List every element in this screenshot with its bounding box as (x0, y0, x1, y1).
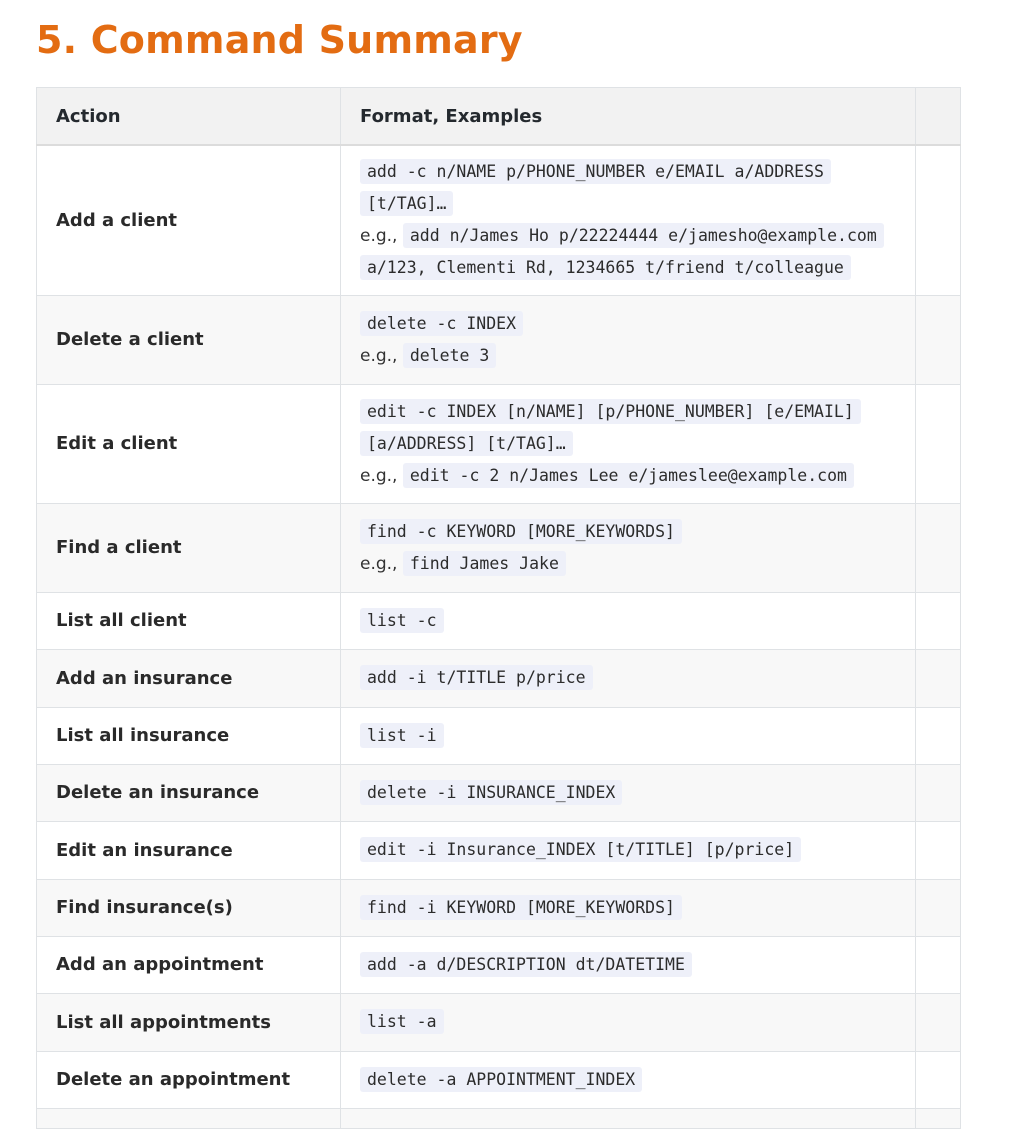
example-label: e.g., (360, 345, 398, 366)
command-format-code: list -c (360, 608, 444, 633)
action-cell: List all client (37, 592, 341, 649)
command-summary-table (36, 87, 961, 1129)
command-example-code: add n/James Ho p/22224444 e/jamesho@example.com a/123, Clementi Rd, 1234665 t/friend t/colleague (360, 223, 884, 280)
command-format-code: add -c n/NAME p/PHONE_NUMBER e/EMAIL a/ADDRESS [t/TAG]… (360, 159, 831, 216)
format-cell (341, 384, 916, 503)
command-example-code: edit -c 2 n/James Lee e/jameslee@example.com (403, 463, 854, 488)
format-content (360, 1006, 896, 1038)
command-format-code: edit -i Insurance_INDEX [t/TITLE] [p/price] (360, 837, 801, 862)
extra-cell (916, 1108, 961, 1128)
table-row (37, 821, 961, 879)
action-cell: List all appointments (37, 993, 341, 1051)
table-row (37, 707, 961, 764)
format-cell (341, 936, 916, 993)
format-cell (341, 821, 916, 879)
extra-cell (916, 821, 961, 879)
extra-cell (916, 1051, 961, 1108)
format-content (360, 720, 896, 752)
table-row (37, 879, 961, 936)
command-format-code: add -i t/TITLE p/price (360, 665, 593, 690)
format-content (360, 156, 896, 284)
format-cell (341, 764, 916, 821)
action-cell: Edit a client (37, 384, 341, 503)
action-cell: Find insurance(s) (37, 879, 341, 936)
extra-cell (916, 145, 961, 295)
format-content (360, 605, 896, 637)
command-format-code: delete -c INDEX (360, 311, 523, 336)
format-content (360, 1064, 896, 1096)
action-cell: Add a client (37, 145, 341, 295)
action-cell (37, 1108, 341, 1128)
action-cell: Add an insurance (37, 649, 341, 707)
table-row (37, 764, 961, 821)
command-format-code: delete -a APPOINTMENT_INDEX (360, 1067, 642, 1092)
format-cell (341, 879, 916, 936)
table-row (37, 936, 961, 993)
table-row (37, 295, 961, 384)
action-cell: List all insurance (37, 707, 341, 764)
command-format-code: edit -c INDEX [n/NAME] [p/PHONE_NUMBER] [e/EMAIL] [a/ADDRESS] [t/TAG]… (360, 399, 861, 456)
table-row (37, 649, 961, 707)
extra-cell (916, 384, 961, 503)
format-cell (341, 145, 916, 295)
format-content (360, 834, 896, 866)
command-format-code: find -c KEYWORD [MORE_KEYWORDS] (360, 519, 682, 544)
extra-cell (916, 936, 961, 993)
extra-cell (916, 295, 961, 384)
extra-cell (916, 592, 961, 649)
action-cell: Edit an insurance (37, 821, 341, 879)
header-action: Action (37, 88, 341, 146)
action-cell: Find a client (37, 503, 341, 592)
format-cell (341, 649, 916, 707)
action-cell: Delete a client (37, 295, 341, 384)
header-extra (916, 88, 961, 146)
format-content (360, 516, 896, 580)
command-example-code: delete 3 (403, 343, 496, 368)
table-row (37, 993, 961, 1051)
action-cell: Add an appointment (37, 936, 341, 993)
extra-cell (916, 993, 961, 1051)
format-content (360, 949, 896, 981)
page-title: 5. Command Summary (36, 18, 523, 62)
format-content (360, 777, 896, 809)
format-content (360, 892, 896, 924)
header-format-examples: Format, Examples (341, 88, 916, 146)
command-example-code: find James Jake (403, 551, 566, 576)
command-format-code: find -i KEYWORD [MORE_KEYWORDS] (360, 895, 682, 920)
example-label: e.g., (360, 465, 398, 486)
table-body (37, 145, 961, 1128)
action-cell: Delete an appointment (37, 1051, 341, 1108)
format-cell (341, 1108, 916, 1128)
table-row (37, 145, 961, 295)
table-row (37, 384, 961, 503)
example-label: e.g., (360, 553, 398, 574)
command-format-code: list -a (360, 1009, 444, 1034)
table-header-row (37, 88, 961, 146)
table-row (37, 1051, 961, 1108)
command-format-code: list -i (360, 723, 444, 748)
table-row (37, 1108, 961, 1128)
table-row (37, 503, 961, 592)
command-format-code: add -a d/DESCRIPTION dt/DATETIME (360, 952, 692, 977)
extra-cell (916, 707, 961, 764)
extra-cell (916, 503, 961, 592)
table-row (37, 592, 961, 649)
extra-cell (916, 764, 961, 821)
format-cell (341, 503, 916, 592)
extra-cell (916, 649, 961, 707)
action-cell: Delete an insurance (37, 764, 341, 821)
format-cell (341, 592, 916, 649)
example-label: e.g., (360, 226, 398, 247)
format-cell (341, 295, 916, 384)
format-cell (341, 1051, 916, 1108)
command-summary-table-wrapper (36, 87, 960, 1129)
extra-cell (916, 879, 961, 936)
format-content (360, 396, 896, 492)
format-cell (341, 707, 916, 764)
format-content (360, 308, 896, 372)
format-cell (341, 993, 916, 1051)
format-content (360, 662, 896, 694)
command-format-code: delete -i INSURANCE_INDEX (360, 780, 622, 805)
